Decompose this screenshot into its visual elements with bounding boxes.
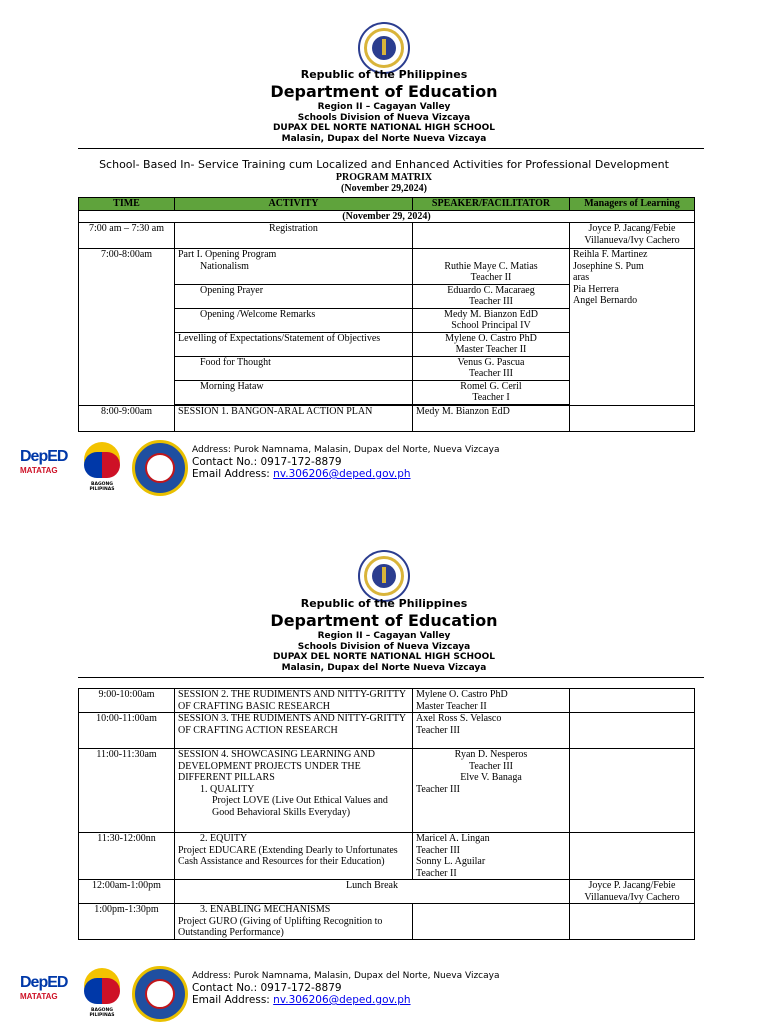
activity-label: Food for Thought (200, 356, 271, 368)
page-2 (0, 530, 768, 1024)
date-row: (November 29, 2024) (79, 210, 695, 223)
table-row (79, 833, 695, 880)
email-link[interactable]: nv.306206@deped.gov.ph (273, 994, 411, 1006)
bagong-pilipinas-text: BAGONG PILIPINAS (89, 1008, 115, 1018)
speaker-cell: Medy M. Bianzon EdD (413, 405, 570, 431)
republic-label: Republic of the Philippines (300, 68, 468, 81)
pillar-label: 1. QUALITY (200, 783, 255, 795)
matatag-logo-text: MATATAG (20, 992, 58, 1001)
department-title: Department of Education (270, 82, 498, 101)
speaker-name: Venus G. Pascua (457, 356, 525, 368)
speaker-role: School Principal IV (451, 320, 531, 331)
activity-label: Nationalism (200, 260, 249, 272)
managers-cell: Joyce P. Jacang/Febie Villanueva/Ivy Cachero (570, 880, 695, 904)
speaker-cell (413, 689, 570, 713)
speaker-role: Teacher II (416, 867, 457, 879)
speaker-name: Romel G. Ceril (460, 380, 522, 392)
division-label: Schools Division of Nueva Vizcaya (297, 641, 471, 652)
letterhead (0, 597, 768, 673)
managers-cell (570, 904, 695, 940)
col-header-time: TIME (79, 198, 175, 211)
speaker-name: Ryan D. Nesperos (454, 749, 528, 760)
letterhead (0, 68, 768, 144)
managers-cell (570, 749, 695, 833)
header-divider (78, 677, 704, 678)
deped-logo-text: DepED (20, 448, 68, 465)
speaker-role: Master Teacher II (416, 700, 487, 712)
activity-label: Opening /Welcome Remarks (200, 308, 316, 320)
activity-cell (175, 284, 413, 308)
time-cell: 9:00-10:00am (79, 689, 175, 713)
time-cell: 7:00 am – 7:30 am (79, 223, 175, 249)
table-row (79, 689, 695, 713)
speaker-cell (413, 284, 570, 308)
activity-cell: Levelling of Expectations/Statement of Objectives (175, 332, 413, 356)
region-label: Region II – Cagayan Valley (317, 102, 451, 112)
speaker-cell (413, 713, 570, 749)
email-line (192, 468, 500, 480)
pillar-label: 3. ENABLING MECHANISMS (200, 904, 331, 915)
table-row (79, 904, 695, 940)
department-title: Department of Education (270, 611, 498, 630)
opening-part-label: Part I. Opening Program (178, 249, 277, 260)
region-label: Region II – Cagayan Valley (317, 631, 451, 641)
program-matrix-table-continued (78, 688, 695, 940)
table-row (79, 880, 695, 904)
school-seal-icon (132, 966, 188, 1022)
school-name: DUPAX DEL NORTE NATIONAL HIGH SCHOOL (272, 652, 496, 662)
activity-cell (175, 749, 413, 833)
program-matrix-table (78, 197, 695, 432)
address-text: Address: Purok Namnama, Malasin, Dupax del Norte, Nueva Vizcaya (192, 971, 500, 981)
project-label: Project EDUCARE (Extending Dearly to Unfortunates Cash Assistance and Resources for their Education) (178, 844, 398, 867)
time-cell: 11:00-11:30am (79, 749, 175, 833)
speaker-role: Teacher III (469, 296, 513, 307)
manager-name: Angel Bernardo (573, 295, 638, 306)
speaker-cell (413, 380, 570, 404)
manager-name: Josephine S. Pum (573, 260, 644, 272)
program-date: (November 29,2024) (341, 183, 427, 194)
speaker-role: Master Teacher II (455, 344, 527, 355)
speaker-name: Maricel A. Lingan (416, 833, 490, 844)
speaker-cell (413, 749, 570, 833)
activity-cell (175, 308, 413, 332)
speaker-name: Eduardo C. Macaraeg (447, 284, 535, 296)
deped-matatag-logo (20, 448, 70, 492)
school-seal-icon (132, 440, 188, 496)
managers-cell (570, 713, 695, 749)
speaker-role: Teacher III (416, 783, 460, 795)
speaker-name: Mylene O. Castro PhD (445, 332, 537, 344)
speaker-role: Teacher III (416, 724, 460, 736)
bagong-pilipinas-text: BAGONG PILIPINAS (89, 482, 115, 492)
activity-cell: SESSION 2. THE RUDIMENTS AND NITTY-GRITTY OF CRAFTING BASIC RESEARCH (175, 689, 413, 713)
speaker-role: Teacher III (469, 368, 513, 379)
address-text: Address: Purok Namnama, Malasin, Dupax del Norte, Nueva Vizcaya (192, 445, 500, 455)
session-title: SESSION 4. SHOWCASING LEARNING AND DEVELOPMENT PROJECTS UNDER THE DIFFERENT PILLARS (178, 749, 375, 783)
deped-seal-icon (358, 22, 410, 74)
table-row (79, 223, 695, 249)
time-cell: 10:00-11:00am (79, 713, 175, 749)
matatag-logo-text: MATATAG (20, 466, 58, 475)
speaker-cell (413, 833, 570, 880)
table-header-row (79, 198, 695, 211)
time-cell: 12:00am-1:00pm (79, 880, 175, 904)
speaker-cell (413, 332, 570, 356)
activity-cell: Registration (175, 223, 413, 249)
page-footer (20, 440, 760, 500)
contact-text: Contact No.: 0917-172-8879 (192, 456, 342, 468)
manager-name: aras (573, 272, 590, 283)
speaker-role: Teacher I (472, 392, 510, 403)
school-location: Malasin, Dupax del Norte Nueva Vizcaya (281, 133, 487, 144)
managers-cell: Joyce P. Jacang/Febie Villanueva/Ivy Cachero (570, 223, 695, 249)
activity-cell (175, 249, 413, 285)
speaker-name: Mylene O. Castro PhD (416, 689, 508, 700)
col-header-activity: ACTIVITY (175, 198, 413, 211)
activity-cell: SESSION 1. BANGON-ARAL ACTION PLAN (175, 405, 413, 431)
project-label: Project LOVE (Live Out Ethical Values and Good Behavioral Skills Everyday) (212, 795, 388, 818)
speaker-role: Teacher III (469, 760, 513, 772)
time-cell: 1:00pm-1:30pm (79, 904, 175, 940)
speaker-cell (413, 356, 570, 380)
speaker-name: Medy M. Bianzon EdD (444, 308, 538, 320)
table-row (79, 210, 695, 223)
email-label: Email Address: (192, 994, 274, 1006)
email-line (192, 994, 500, 1006)
activity-cell: Lunch Break (175, 880, 570, 904)
activity-cell (175, 904, 413, 940)
division-label: Schools Division of Nueva Vizcaya (297, 112, 471, 123)
table-row (79, 249, 695, 285)
col-header-managers: Managers of Learning (570, 198, 695, 211)
managers-cell (570, 833, 695, 880)
speaker-name: Axel Ross S. Velasco (416, 713, 502, 724)
activity-cell: SESSION 3. THE RUDIMENTS AND NITTY-GRITTY OF CRAFTING ACTION RESEARCH (175, 713, 413, 749)
activity-label: Morning Hataw (200, 380, 264, 392)
bagong-pilipinas-logo (78, 440, 126, 492)
deped-seal-icon (358, 550, 410, 602)
speaker-name: Ruthie Maye C. Matias (444, 260, 538, 272)
table-row (79, 713, 695, 749)
deped-logo-text: DepED (20, 974, 68, 991)
table-row (79, 749, 695, 833)
col-header-speaker: SPEAKER/FACILITATOR (413, 198, 570, 211)
speaker-role: Teacher III (416, 844, 460, 856)
activity-cell (175, 356, 413, 380)
program-title-block (0, 158, 768, 194)
program-title: School- Based In- Service Training cum Localized and Enhanced Activities for Professional Development (99, 158, 669, 171)
activity-cell (175, 833, 413, 880)
speaker-cell (413, 249, 570, 285)
bagong-pilipinas-logo (78, 966, 126, 1018)
time-cell: 11:30-12:00nn (79, 833, 175, 880)
managers-cell (570, 689, 695, 713)
header-divider (78, 148, 704, 149)
program-matrix-label: PROGRAM MATRIX (335, 172, 433, 183)
contact-block (192, 970, 500, 1006)
pillar-label: 2. EQUITY (200, 833, 248, 844)
republic-label: Republic of the Philippines (300, 597, 468, 610)
page-footer (20, 966, 760, 1026)
speaker-cell (413, 308, 570, 332)
manager-name: Reihla F. Martinez (573, 249, 648, 260)
deped-matatag-logo (20, 974, 70, 1018)
contact-text: Contact No.: 0917-172-8879 (192, 982, 342, 994)
activity-label: Opening Prayer (200, 284, 264, 296)
speaker-cell (413, 904, 570, 940)
table-row (79, 405, 695, 431)
time-cell: 7:00-8:00am (79, 249, 175, 406)
manager-name: Pia Herrera (573, 283, 619, 295)
project-label: Project GURO (Giving of Uplifting Recognition to Outstanding Performance) (178, 915, 383, 938)
speaker-role: Teacher II (470, 272, 512, 283)
activity-cell (175, 380, 413, 404)
email-link[interactable]: nv.306206@deped.gov.ph (273, 468, 411, 480)
managers-cell (570, 405, 695, 431)
school-location: Malasin, Dupax del Norte Nueva Vizcaya (281, 662, 487, 673)
speaker-name: Elve V. Banaga (460, 772, 522, 783)
speaker-cell (413, 223, 570, 249)
school-name: DUPAX DEL NORTE NATIONAL HIGH SCHOOL (272, 123, 496, 133)
contact-block (192, 444, 500, 480)
time-cell: 8:00-9:00am (79, 405, 175, 431)
speaker-name: Sonny L. Aguilar (416, 856, 486, 867)
email-label: Email Address: (192, 468, 274, 480)
page-1 (0, 0, 768, 512)
managers-cell (570, 249, 695, 406)
